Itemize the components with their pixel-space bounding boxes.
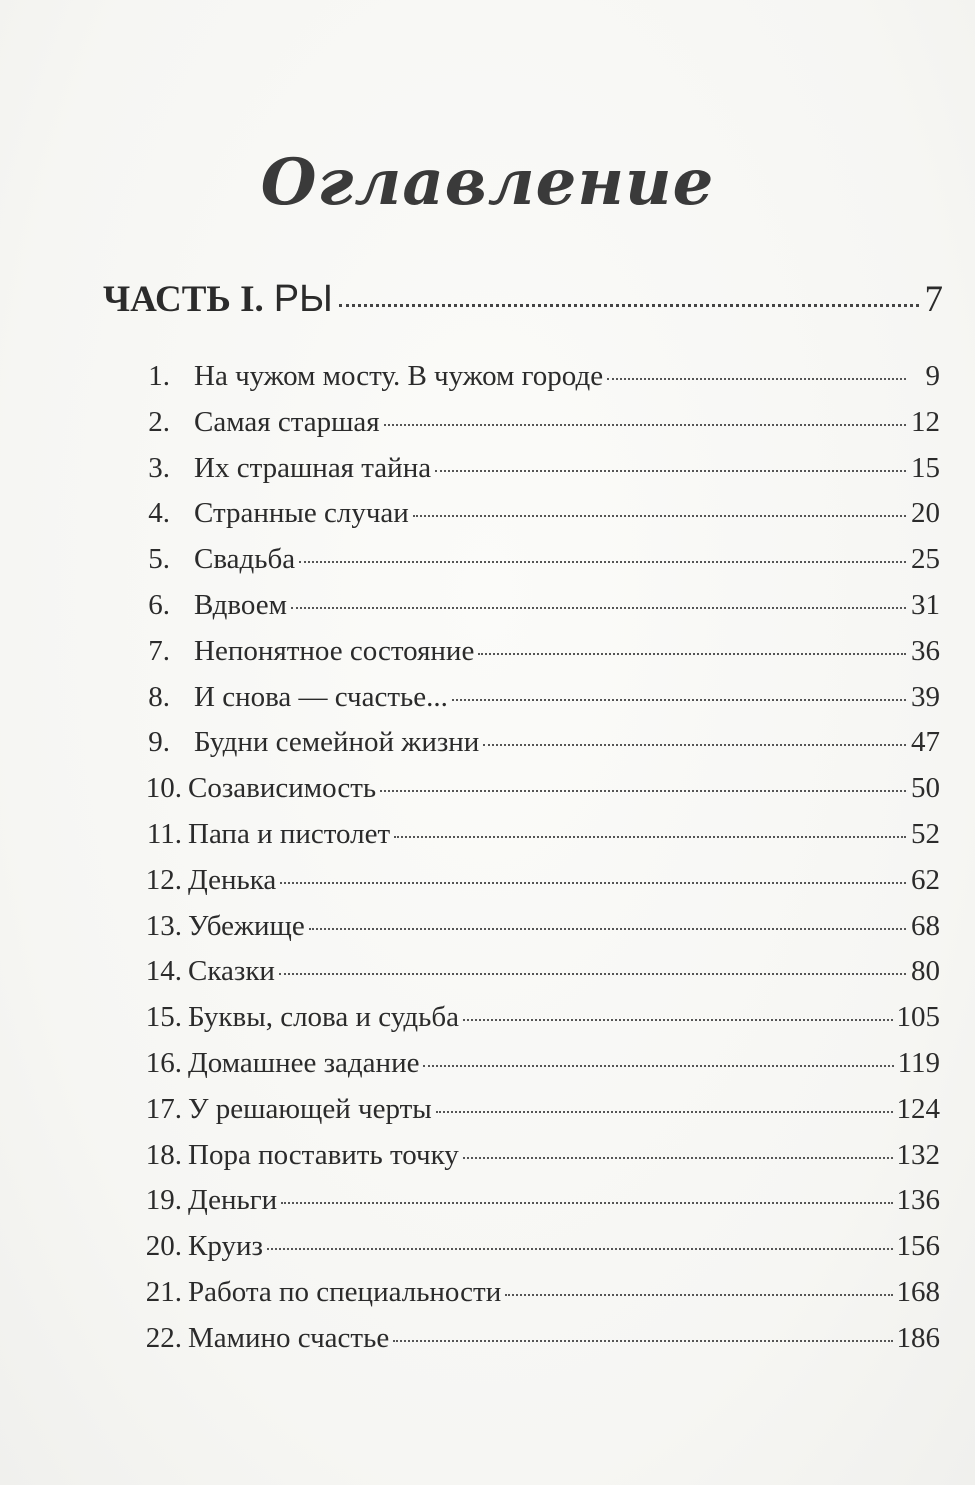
dot-leader (435, 470, 906, 472)
entry-page: 39 (911, 680, 940, 713)
dot-leader (267, 1248, 893, 1250)
entry-page: 52 (911, 817, 940, 850)
part-page-number: 7 (924, 279, 943, 320)
toc-entry (130, 1001, 940, 1047)
entry-title: Их страшная тайна (194, 451, 432, 484)
dot-leader (413, 515, 906, 517)
entry-page: 50 (911, 772, 940, 805)
toc-entry (130, 360, 940, 406)
entry-number: 22. (145, 1321, 182, 1354)
entry-number: 11. (146, 817, 182, 850)
entry-title: Папа и пистолет (188, 817, 391, 850)
entry-title: И снова — счастье... (194, 680, 448, 713)
entry-title: Самая старшая (194, 405, 380, 438)
dot-leader (384, 424, 906, 426)
entry-page: 36 (911, 634, 940, 667)
dot-leader (478, 653, 906, 655)
entry-number: 16. (145, 1046, 182, 1079)
entry-title: На чужом мосту. В чужом городе (194, 360, 604, 392)
part-title: РЫ (273, 278, 333, 320)
toc-entry (130, 1093, 940, 1139)
entry-page: 186 (896, 1321, 940, 1354)
dot-leader (299, 561, 906, 563)
entry-page: 15 (911, 451, 940, 484)
entry-number: 6. (148, 588, 170, 621)
dot-leader (505, 1294, 892, 1296)
entry-number: 5. (148, 543, 170, 576)
dot-leader (463, 1157, 893, 1159)
entry-number: 4. (148, 497, 170, 530)
entry-title: Вдвоем (194, 588, 287, 621)
toc-entry (130, 818, 940, 864)
toc-entry (130, 726, 940, 772)
entry-title: Непонятное состояние (194, 634, 475, 667)
part-label: ЧАСТЬ I. (103, 279, 264, 320)
entry-page: 47 (911, 726, 940, 759)
entry-title: Работа по специальности (188, 1275, 502, 1308)
entry-number: 18. (145, 1138, 182, 1171)
entry-page: 25 (911, 543, 940, 576)
entry-title: Круиз (188, 1230, 263, 1263)
toc-entry (130, 1047, 940, 1093)
dot-leader (280, 882, 906, 884)
toc-entry (130, 1276, 940, 1322)
entry-number: 9. (148, 726, 170, 759)
dot-leader (309, 928, 906, 930)
entry-title: Буквы, слова и судьба (188, 1001, 460, 1034)
page-title: Оглавление (260, 145, 715, 220)
entry-title: Пора поставить точку (188, 1138, 459, 1171)
entry-title: Сказки (188, 955, 275, 988)
toc-entry (130, 864, 940, 910)
dot-leader (452, 699, 906, 701)
entry-number: 12. (145, 863, 182, 896)
entry-number: 20. (145, 1230, 182, 1263)
entry-title: Странные случаи (194, 497, 409, 530)
toc-part-heading (103, 278, 943, 328)
dot-leader (281, 1202, 892, 1204)
entry-title: Созависимость (188, 772, 377, 805)
dot-leader (394, 836, 906, 838)
entry-page: 105 (896, 1001, 940, 1034)
entry-title: Денька (188, 863, 277, 896)
entry-number: 15. (145, 1001, 182, 1034)
entry-number: 17. (145, 1092, 182, 1125)
entry-page: 80 (911, 955, 940, 988)
toc-entry (130, 543, 940, 589)
toc-entry (130, 1230, 940, 1276)
entry-number: 3. (148, 451, 170, 484)
entry-page: 12 (911, 405, 940, 438)
toc-entry (130, 1184, 940, 1230)
entry-page: 156 (896, 1230, 940, 1263)
dot-leader (339, 304, 919, 307)
entry-title: Убежище (188, 909, 305, 942)
toc-entry (130, 1139, 940, 1185)
dot-leader (380, 790, 906, 792)
toc-entry (130, 497, 940, 543)
toc-entry (130, 452, 940, 498)
entry-title: Будни семейной жизни (194, 726, 480, 759)
entry-title: Мамино счастье (188, 1321, 390, 1354)
dot-leader (483, 744, 906, 746)
toc-list (130, 360, 940, 1368)
toc-entry (130, 910, 940, 956)
entry-number: 13. (145, 909, 182, 942)
entry-page: 31 (911, 588, 940, 621)
entry-number: 1. (148, 360, 170, 392)
dot-leader (436, 1111, 893, 1113)
entry-number: 8. (148, 680, 170, 713)
dot-leader (607, 378, 906, 380)
toc-entry (130, 1322, 940, 1368)
entry-title: Свадьба (194, 543, 296, 576)
dot-leader (291, 607, 906, 609)
toc-entry (130, 406, 940, 452)
entry-title: Деньги (188, 1184, 278, 1217)
toc-entry (130, 772, 940, 818)
entry-page: 68 (911, 909, 940, 942)
entry-number: 21. (145, 1275, 182, 1308)
entry-page: 124 (896, 1092, 940, 1125)
entry-number: 10. (145, 772, 182, 805)
toc-entry (130, 635, 940, 681)
toc-entry (130, 955, 940, 1001)
entry-page: 168 (896, 1275, 940, 1308)
entry-title: У решающей черты (188, 1092, 432, 1125)
entry-page: 119 (897, 1046, 940, 1079)
entry-number: 19. (145, 1184, 182, 1217)
dot-leader (393, 1340, 892, 1342)
entry-number: 14. (145, 955, 182, 988)
entry-title: Домашнее задание (188, 1046, 420, 1079)
entry-page: 136 (896, 1184, 940, 1217)
entry-number: 7. (148, 634, 170, 667)
dot-leader (423, 1065, 893, 1067)
dot-leader (279, 973, 906, 975)
toc-entry (130, 589, 940, 635)
entry-page: 132 (896, 1138, 940, 1171)
dot-leader (463, 1019, 892, 1021)
entry-page: 62 (911, 863, 940, 896)
entry-page: 20 (911, 497, 940, 530)
entry-number: 2. (148, 405, 170, 438)
entry-page: 9 (925, 360, 940, 392)
toc-entry (130, 681, 940, 727)
